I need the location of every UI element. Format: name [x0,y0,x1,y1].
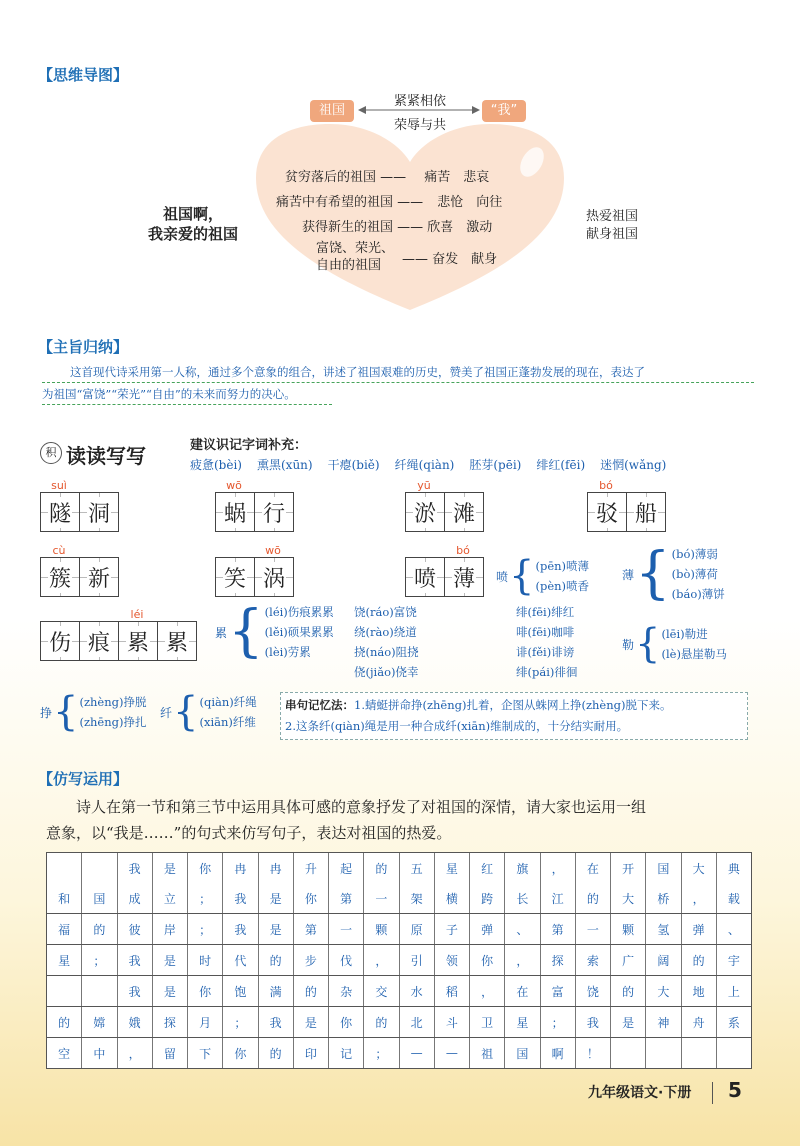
writing-cell: 的 [81,914,116,944]
word-grid-yutan: 淤 滩 [405,492,484,532]
writing-cell: 弹 [469,914,504,944]
writing-cell: 我 [575,1007,610,1037]
writing-cell: 、 [716,914,751,944]
writing-cell: 一 [328,914,363,944]
writing-cell: 红 [469,853,504,883]
writing-cell: 和 [58,891,71,906]
writing-cell: 代 [222,945,257,975]
pinyin-bo-2: bó [456,544,470,557]
writing-cell: — [399,1038,434,1068]
note-lei: 累 { (léi)伤痕累累 (lěi)硕果累累 (lèi)劳累 [215,599,334,664]
writing-cell: 月 [187,1007,222,1037]
writing-cell: 的 [258,945,293,975]
writing-cell [81,976,116,1006]
writing-cell: 伐 [328,945,363,975]
writing-cell: 第 [293,914,328,944]
word-grid-penbo: 喷 薄 [405,557,484,597]
writing-cell [47,976,81,1006]
mind-map-conclusion: 热爱祖国 献身祖国 [586,209,639,242]
mind-map-heading: 【思维导图】 [38,66,129,84]
word-grid-shanghenleilei: 伤 痕 累 累 [40,621,197,661]
footer-divider [712,1082,713,1104]
writing-cell: 岸 [152,914,187,944]
writing-cell: 架 [399,883,434,913]
writing-cell: 颗 [363,914,398,944]
writing-cell: 我 [117,853,152,883]
writing-row [46,1007,752,1038]
writing-cell: ， [117,1038,152,1068]
imitate-heading: 【仿写运用】 [38,770,129,788]
writing-cell: ； [222,1007,257,1037]
writing-cell: 你 [222,1038,257,1068]
writing-cell: 下 [187,1038,222,1068]
footer-book-title: 九年级语文·下册 [588,1085,692,1101]
writing-row [46,976,752,1007]
writing-cell: 跨 [469,883,504,913]
writing-cell: 啊 [540,1038,575,1068]
writing-cell: 长 [504,883,539,913]
writing-row [46,914,752,945]
writing-cell [47,853,81,883]
writing-cell: 载 [716,883,751,913]
pill-motherland: 祖国 [310,100,354,122]
writing-cell: 系 [716,1007,751,1037]
writing-cell: 留 [152,1038,187,1068]
mnemonic-label: 串句记忆法： [285,698,354,712]
writing-cell: 的 [293,976,328,1006]
suggest-words: 疲惫(bèi) 熏黑(xūn) 干瘪(biě) 纤绳(qiàn) 胚芽(pēi) 绯红(fēi) 迷惘(wǎng) [190,458,667,472]
writing-cell: — [434,1038,469,1068]
writing-cell: 大 [610,883,645,913]
writing-cell: 大 [645,976,680,1006]
writing-cell: ， [681,883,716,913]
writing-cell: 我 [117,945,152,975]
writing-cell: 第 [540,914,575,944]
writing-cell: 印 [293,1038,328,1068]
note-bo: 薄 { (bó)薄弱 (bò)薄荷 (báo)薄饼 [622,541,725,606]
writing-cell: 时 [187,945,222,975]
writing-cell: 你 [187,976,222,1006]
writing-cell: 卫 [469,1007,504,1037]
imitate-para-1: 诗人在第一节和第三节中运用具体可感的意象抒发了对祖国的深情，请大家也运用一组 [76,798,647,816]
writing-cell: 水 [399,976,434,1006]
mind-map-title: 祖国啊， 我亲爱的祖国 [147,205,238,243]
writing-cell: 广 [610,945,645,975]
writing-cell: 地 [681,976,716,1006]
section-badge-icon: 积 [40,442,62,464]
note-pen: 喷 { (pēn)喷薄 (pèn)喷香 [496,553,590,599]
writing-cell: 的 [575,883,610,913]
writing-cell: 开 [610,853,645,883]
pinyin-bo-1: bó [599,479,613,492]
writing-cell: 颗 [610,914,645,944]
writing-cell: 氢 [645,914,680,944]
pinyin-lei: léi [130,608,144,621]
imitate-para-2: 意象，以“我是……”的句式来仿写句子，表达对祖国的热爱。 [46,824,452,842]
theme-heading: 【主旨归纳】 [38,338,129,356]
writing-cell: 是 [152,945,187,975]
mind-stage-4-feeling: —— 奋发 献身 [402,252,498,267]
writing-cell: 子 [434,914,469,944]
writing-cell: 记 [328,1038,363,1068]
writing-cell: 起 [328,853,363,883]
writing-cell: 五 [399,853,434,883]
theme-line-2: 为祖国“富饶”“荣光”“自由”的未来而努力的决心。 [42,387,296,401]
writing-cell: 星 [58,953,71,968]
writing-cell: 彼 [117,914,152,944]
writing-cell: 我 [258,1007,293,1037]
word-grid-xiaowo: 笑 涡 [215,557,294,597]
writing-cell: 满 [258,976,293,1006]
writing-cell: 你 [328,1007,363,1037]
writing-cell: 桥 [645,883,680,913]
writing-cell: ； [187,883,222,913]
writing-cell: 福 [58,922,71,937]
writing-row [46,883,752,914]
writing-cell: 娥 [117,1007,152,1037]
writing-cell: 富 [540,976,575,1006]
writing-cell: 祖 [469,1038,504,1068]
writing-cell: 一 [575,914,610,944]
writing-cell: 的 [363,1007,398,1037]
writing-cell: 立 [152,883,187,913]
writing-cell: 原 [399,914,434,944]
writing-cell: 空 [58,1046,71,1061]
writing-cell: 冉 [258,853,293,883]
writing-cell: 索 [575,945,610,975]
mind-stage-3: 获得新生的祖国 —— 欣喜 激动 [302,220,493,235]
writing-cell: 弹 [681,914,716,944]
note-zheng: 挣 { (zhèng)挣脱 (zhēng)挣扎 [40,689,147,735]
pinyin-sui: suì [51,479,67,492]
writing-cell: 中 [81,1038,116,1068]
writing-cell [610,1038,645,1068]
mind-stage-4-a: 富饶、荣光、 [316,241,395,256]
writing-cell: ； [540,1007,575,1037]
writing-cell: 典 [716,853,751,883]
writing-cell: 是 [258,883,293,913]
writing-cell: 是 [258,914,293,944]
writing-cell: ； [187,914,222,944]
writing-cell: ， [504,945,539,975]
word-grid-suidong: 隧 洞 [40,492,119,532]
writing-cell: 的 [363,853,398,883]
writing-cell: 领 [434,945,469,975]
writing-cell: 稻 [434,976,469,1006]
writing-cell: 斗 [434,1007,469,1037]
writing-cell: 国 [504,1038,539,1068]
writing-cell: 旗 [504,853,539,883]
writing-cell: 探 [152,1007,187,1037]
writing-cell [81,853,116,883]
mnemonic-line-1: 1.蜻蜓拼命挣(zhēng)扎着，企图从蛛网上挣(zhèng)脱下来。 [354,698,672,712]
pinyin-cu: cù [52,544,66,557]
note-fei: 绯(fēi)绯红 啡(fēi)咖啡 诽(fěi)诽谤 绯(pái)徘徊 [516,605,578,679]
writing-cell: 星 [504,1007,539,1037]
mind-stage-1: 贫穷落后的祖国 —— 痛苦 悲哀 [285,170,490,185]
writing-cell: 横 [434,883,469,913]
writing-cell: ！ [575,1038,610,1068]
writing-cell: 大 [681,853,716,883]
writing-cell: 在 [575,853,610,883]
writing-cell: 饶 [575,976,610,1006]
mnemonic-line-2: 2.这条纤(qiàn)绳是用一种合成纤(xiān)维制成的，十分结实耐用。 [285,719,629,733]
writing-cell: 你 [187,853,222,883]
word-grid-bochuan: 驳 船 [587,492,666,532]
pill-me: “我” [482,100,526,122]
pinyin-yu: yū [417,479,431,492]
writing-cell: 探 [540,945,575,975]
arrow-label-bottom: 荣辱与共 [393,118,446,133]
page-number: 5 [728,1078,742,1102]
writing-cell: ， [469,976,504,1006]
writing-cell: 阔 [645,945,680,975]
writing-cell: 升 [293,853,328,883]
writing-cell: ， [540,853,575,883]
writing-cell: 成 [117,883,152,913]
writing-cell: 交 [363,976,398,1006]
writing-cell: ； [363,1038,398,1068]
writing-cell [645,1038,680,1068]
note-rao: 饶(ráo)富饶 绕(rào)绕道 挠(náo)阻挠 侥(jiǎo)侥幸 [354,605,419,679]
writing-cell: 北 [399,1007,434,1037]
writing-cell [716,1038,751,1068]
theme-underline-1 [42,382,754,383]
writing-cell: 嫦 [81,1007,116,1037]
mnemonic-box [280,692,748,740]
writing-cell: 我 [222,914,257,944]
writing-row [46,1038,752,1069]
writing-row [46,945,752,976]
writing-cell: 的 [610,976,645,1006]
writing-cell: 我 [117,976,152,1006]
writing-cell: 杂 [328,976,363,1006]
writing-cell: 在 [504,976,539,1006]
writing-cell: 你 [469,945,504,975]
arrow-label-top: 紧紧相依 [393,94,446,109]
writing-cell: 上 [716,976,751,1006]
writing-cell: 的 [58,1015,71,1030]
writing-cell: ； [81,945,116,975]
mind-stage-4-b: 自由的祖国 [316,258,382,273]
pinyin-wo-1: wō [226,479,242,492]
writing-cell: 一 [363,883,398,913]
writing-cell: 第 [328,883,363,913]
writing-cell: 江 [540,883,575,913]
writing-cell: 国 [81,883,116,913]
writing-cell: 饱 [222,976,257,1006]
writing-cell: 你 [293,883,328,913]
writing-cell [681,1038,716,1068]
writing-cell: 是 [152,853,187,883]
writing-cell: 宇 [716,945,751,975]
writing-cell: 舟 [681,1007,716,1037]
writing-cell: 、 [504,914,539,944]
writing-cell: 是 [293,1007,328,1037]
mind-stage-2: 痛苦中有希望的祖国 —— 悲怆 向往 [276,195,503,210]
note-qian: 纤 { (qiàn)纤绳 (xiān)纤维 [160,689,257,735]
read-write-title: 读读写写 [66,444,146,468]
writing-cell: 的 [258,1038,293,1068]
theme-line-1: 这首现代诗采用第一人称，通过多个意象的组合，讲述了祖国艰难的历史，赞美了祖国正蓬勃发展的现在，表达了 [70,365,645,379]
writing-cell: 是 [152,976,187,1006]
pinyin-wo-2: wō [265,544,281,557]
writing-cell: 国 [645,853,680,883]
writing-cell: 步 [293,945,328,975]
word-grid-cuxin: 簇 新 [40,557,119,597]
writing-cell: 冉 [222,853,257,883]
writing-cell: ， [363,945,398,975]
suggest-label: 建议识记字词补充： [190,438,308,453]
note-le: 勒 { (lēi)勒进 (lè)悬崖勒马 [622,621,727,667]
theme-underline-2 [42,404,332,405]
writing-cell: 星 [434,853,469,883]
writing-cell: 是 [610,1007,645,1037]
writing-cell: 我 [222,883,257,913]
writing-cell: 神 [645,1007,680,1037]
word-grid-woxing: 蜗 行 [215,492,294,532]
writing-cell: 引 [399,945,434,975]
writing-row [46,852,752,884]
writing-cell: 的 [681,945,716,975]
